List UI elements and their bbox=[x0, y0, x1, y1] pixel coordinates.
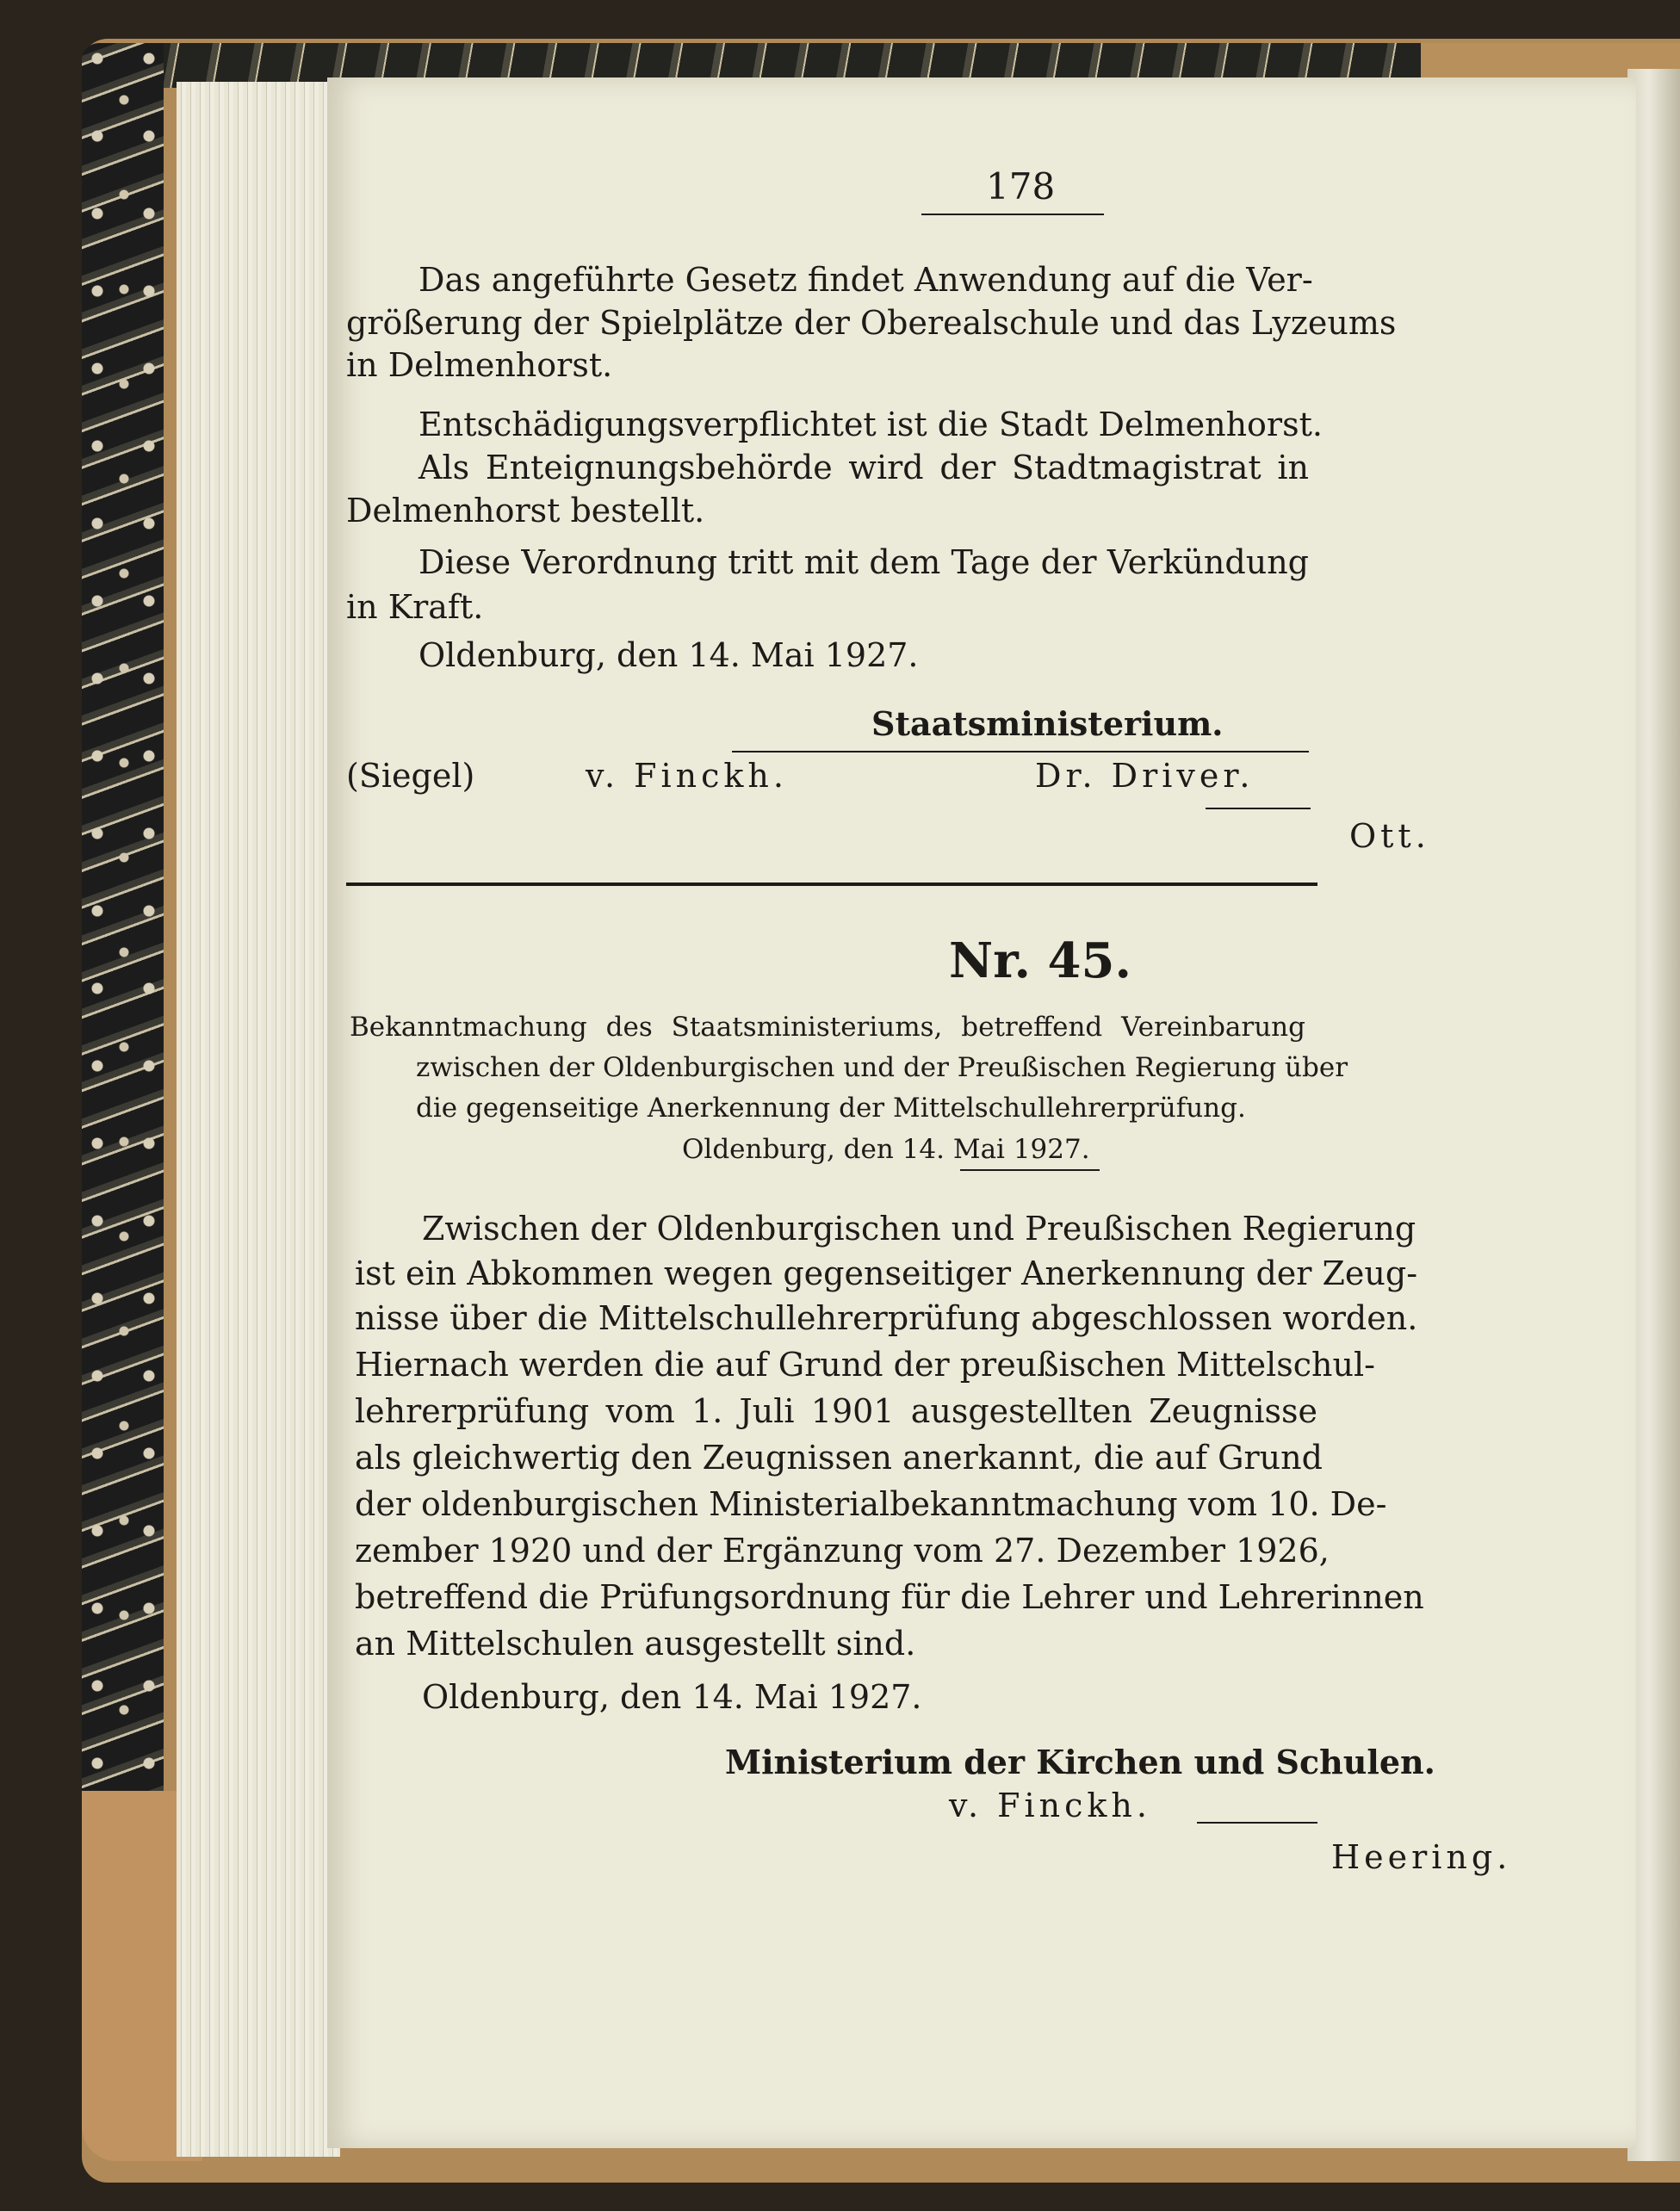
body-line: betreffend die Prüfungsordnung für die Lehrer und Lehrerinnen bbox=[355, 1578, 1424, 1616]
summary-rule bbox=[960, 1169, 1100, 1171]
signatory: Dr. Driver. bbox=[1035, 757, 1255, 795]
document-page bbox=[327, 77, 1636, 2148]
section-number: Nr. 45. bbox=[949, 932, 1131, 989]
text-line: in Kraft. bbox=[346, 588, 484, 626]
text-line: in Delmenhorst. bbox=[346, 346, 613, 384]
signatory: Heering. bbox=[1331, 1838, 1512, 1876]
seal-label: (Siegel) bbox=[346, 757, 475, 795]
page-number-rule bbox=[921, 214, 1104, 215]
signature-rule bbox=[1206, 808, 1311, 809]
text-line: Das angeführte Gesetz findet Anwendung auf die Ver- bbox=[418, 261, 1313, 299]
body-line: als gleichwertig den Zeugnissen anerkannt, die auf Grund bbox=[355, 1439, 1323, 1477]
signatory: Ott. bbox=[1349, 817, 1430, 855]
body-line: zember 1920 und der Ergänzung vom 27. Dezember 1926, bbox=[355, 1532, 1330, 1570]
date-line: Oldenburg, den 14. Mai 1927. bbox=[418, 636, 919, 674]
signatory: v. Finckh. bbox=[586, 757, 788, 795]
text-line: größerung der Spielplätze der Oberealschule und das Lyzeums bbox=[346, 304, 1397, 342]
body-line: nisse über die Mittelschullehrerprüfung abgeschlossen worden. bbox=[355, 1299, 1418, 1337]
text-line: Diese Verordnung tritt mit dem Tage der Verkündung bbox=[418, 543, 1309, 581]
text-line: Als Enteignungsbehörde wird der Stadtmagistrat in bbox=[418, 449, 1309, 486]
text-line: Entschädigungsverpflichtet ist die Stadt Delmenhorst. bbox=[418, 406, 1323, 443]
body-line: lehrerprüfung vom 1. Juli 1901 ausgestellten Zeugnisse bbox=[355, 1392, 1317, 1430]
section-divider bbox=[346, 883, 1317, 886]
signature-rule bbox=[1197, 1822, 1317, 1824]
summary-line: zwischen der Oldenburgischen und der Preußischen Regierung über bbox=[416, 1052, 1348, 1083]
signatory: v. Finckh. bbox=[949, 1787, 1151, 1824]
summary-line: Oldenburg, den 14. Mai 1927. bbox=[682, 1134, 1090, 1165]
summary-line: die gegenseitige Anerkennung der Mittelschullehrerprüfung. bbox=[416, 1093, 1246, 1124]
marbled-cover-spine bbox=[82, 43, 164, 2049]
body-line: Zwischen der Oldenburgischen und Preußischen Regierung bbox=[422, 1210, 1417, 1248]
page-stack-edges bbox=[177, 82, 340, 2157]
summary-line: Bekanntmachung des Staatsministeriums, betreffend Vereinbarung bbox=[350, 1012, 1305, 1043]
body-line: ist ein Abkommen wegen gegenseitiger Anerkennung der Zeug- bbox=[355, 1254, 1418, 1292]
signature-rule bbox=[732, 751, 1309, 752]
body-line: der oldenburgischen Ministerialbekanntmachung vom 10. De- bbox=[355, 1485, 1387, 1523]
authority-label: Staatsministerium. bbox=[871, 704, 1224, 743]
authority-label: Ministerium der Kirchen und Schulen. bbox=[725, 1743, 1435, 1781]
body-line: Hiernach werden die auf Grund der preußischen Mittelschul- bbox=[355, 1346, 1375, 1384]
body-line: an Mittelschulen ausgestellt sind. bbox=[355, 1625, 916, 1663]
date-line: Oldenburg, den 14. Mai 1927. bbox=[422, 1678, 922, 1716]
page-number: 178 bbox=[986, 165, 1056, 207]
text-line: Delmenhorst bestellt. bbox=[346, 492, 705, 530]
